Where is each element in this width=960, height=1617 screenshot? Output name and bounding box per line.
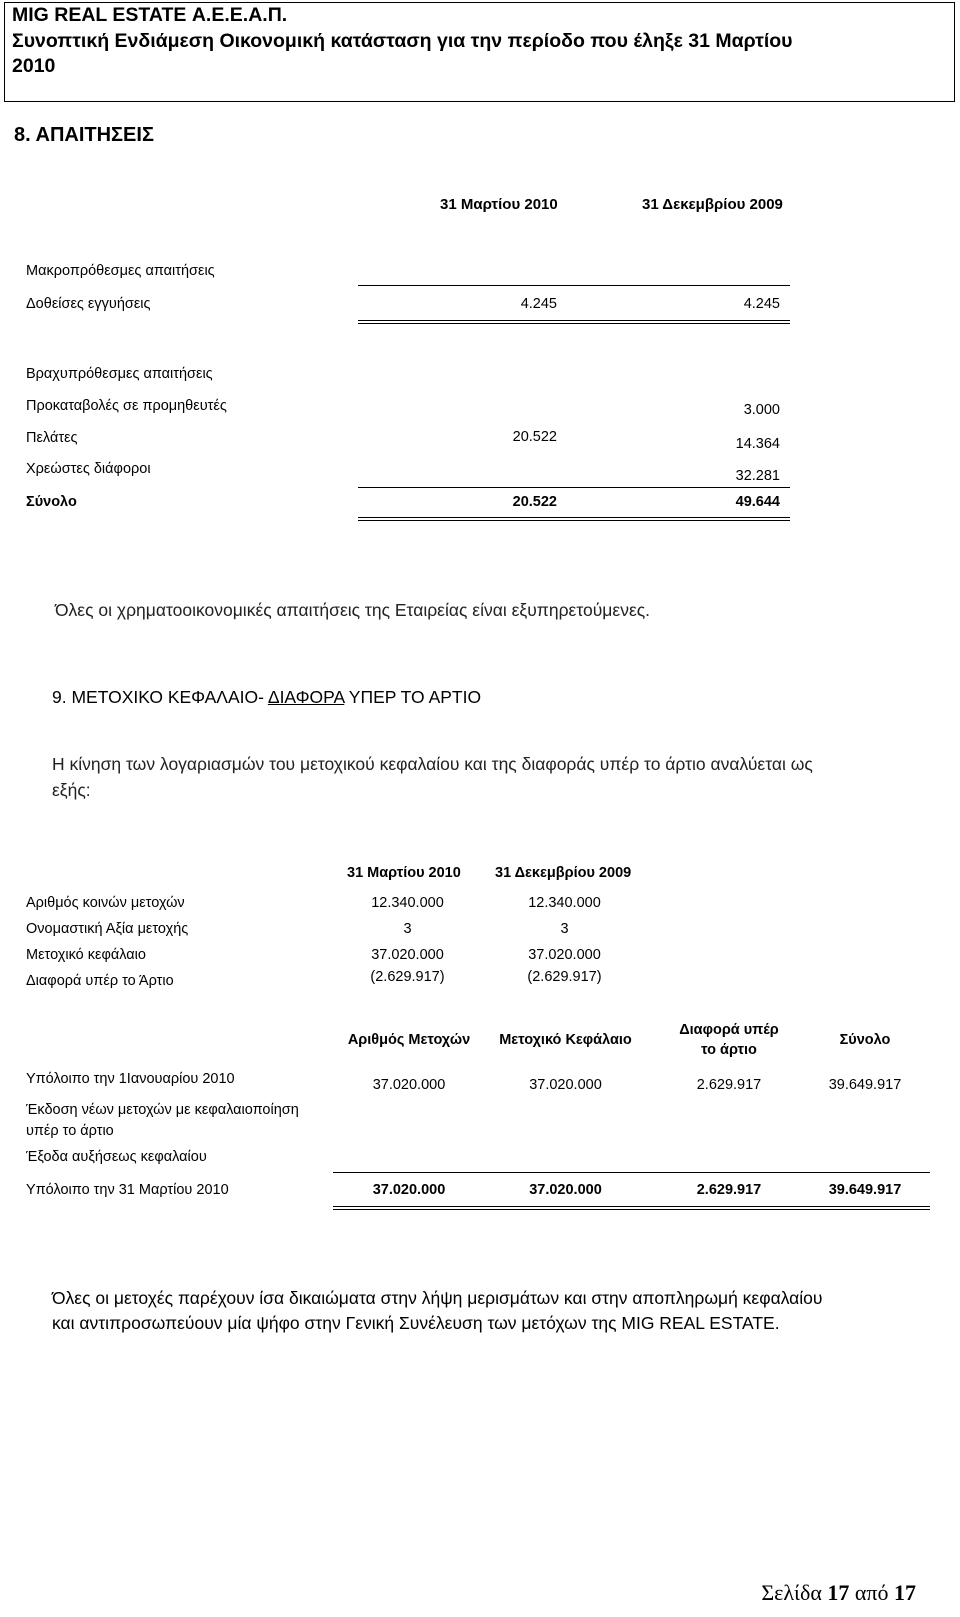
s8-total-v1: 20.522: [512, 494, 557, 510]
s9-intro-line1: Η κίνηση των λογαριασμών του μετοχικού κεφαλαίου και της διαφοράς υπέρ το άρτιο αναλύεται ως: [52, 754, 813, 774]
mv-issue-line1: Έκδοση νέων μετοχών με κεφαλαιοποίηση: [26, 1102, 299, 1118]
s9-heading-underlined: ΔΙΑΦΟΡΑ: [267, 687, 345, 707]
mv-expenses-label: Έξοδα αυξήσεως κεφαλαίου: [26, 1149, 207, 1165]
s8-total-v2: 49.644: [735, 494, 780, 510]
mv-closing-label: Υπόλοιπο την 31 Μαρτίου 2010: [26, 1182, 229, 1198]
customers-v1: 20.522: [512, 429, 557, 445]
shares-count-v2: 12.340.000: [528, 895, 601, 911]
shares-count-label: Αριθμός κοινών μετοχών: [26, 895, 185, 911]
advances-label: Προκαταβολές σε προμηθευτές: [26, 398, 227, 414]
section8-heading: 8. ΑΠΑΙΤΗΣΕΙΣ: [14, 124, 154, 146]
guarantees-v2: 4.245: [743, 296, 780, 312]
double-rule: [358, 517, 790, 521]
premium-v1: (2.629.917): [370, 969, 445, 985]
mv-opening-premium: 2.629.917: [696, 1077, 762, 1093]
s8-col2-header: 31 Δεκεμβρίου 2009: [642, 196, 783, 213]
shares-count-v1: 12.340.000: [371, 895, 444, 911]
page-total: 17: [894, 1580, 916, 1605]
rights-line2: και αντιπροσωπεύουν μία ψήφο στην Γενική Συνέλευση των μετόχων της MIG REAL ESTATE.: [52, 1313, 780, 1333]
s8-col1-header: 31 Μαρτίου 2010: [440, 196, 558, 213]
s9-col2-header: 31 Δεκεμβρίου 2009: [495, 865, 632, 881]
double-rule: [358, 320, 790, 324]
guarantees-label: Δοθείσες εγγυήσεις: [26, 296, 151, 312]
mv-opening-total: 39.649.917: [828, 1077, 902, 1093]
long-term-label: Μακροπρόθεσμες απαιτήσεις: [26, 263, 215, 279]
nominal-value-v1: 3: [403, 921, 412, 937]
mv-issue-line2: υπέρ το άρτιο: [26, 1123, 114, 1139]
rule: [358, 487, 790, 488]
debtors-v2: 32.281: [735, 468, 780, 484]
page-number: [761, 1580, 916, 1606]
report-title: Συνοπτική Ενδιάμεση Οικονομική κατάσταση για την περίοδο που έληξε 31 Μαρτίου: [12, 30, 793, 52]
premium-label: Διαφορά υπέρ το Άρτιο: [26, 973, 174, 989]
page-current: 17: [827, 1580, 850, 1605]
mv-opening-shares: 37.020.000: [372, 1077, 446, 1093]
page-mid: από: [849, 1580, 894, 1605]
mv-col-capital: Μετοχικό Κεφάλαιο: [499, 1032, 632, 1048]
s8-note: Όλες οι χρηματοοικονομικές απαιτήσεις της Εταιρείας είναι εξυπηρετούμενες.: [55, 600, 651, 620]
mv-closing-premium: 2.629.917: [696, 1182, 762, 1198]
mv-col-premium-line1: Διαφορά υπέρ: [679, 1022, 779, 1038]
mv-col-shares: Αριθμός Μετοχών: [347, 1032, 471, 1048]
nominal-value-label: Ονομαστική Αξία μετοχής: [26, 921, 189, 937]
premium-v2: (2.629.917): [527, 969, 602, 985]
share-capital-v2: 37.020.000: [528, 947, 601, 963]
double-rule: [333, 1206, 930, 1210]
s9-heading-suffix: ΥΠΕΡ ΤΟ ΑΡΤΙΟ: [344, 687, 482, 707]
s9-intro-line2: εξής:: [52, 780, 91, 800]
mv-closing-capital: 37.020.000: [529, 1182, 602, 1198]
section9-heading: [52, 687, 481, 708]
rule: [358, 285, 790, 286]
share-capital-label: Μετοχικό κεφάλαιο: [26, 947, 146, 963]
company-name: MIG REAL ESTATE Α.Ε.Ε.Α.Π.: [12, 4, 288, 26]
advances-v2: 3.000: [743, 402, 780, 418]
s9-col1-header: 31 Μαρτίου 2010: [347, 865, 461, 881]
share-capital-v1: 37.020.000: [371, 947, 444, 963]
customers-label: Πελάτες: [26, 430, 78, 446]
guarantees-v1: 4.245: [520, 296, 557, 312]
mv-closing-total: 39.649.917: [828, 1182, 902, 1198]
mv-closing-shares: 37.020.000: [372, 1182, 446, 1198]
mv-col-premium-line2: το άρτιο: [701, 1042, 757, 1058]
mv-opening-capital: 37.020.000: [529, 1077, 602, 1093]
customers-v2: 14.364: [735, 436, 780, 452]
rule: [333, 1172, 930, 1173]
mv-opening-label: Υπόλοιπο την 1Ιανουαρίου 2010: [26, 1071, 235, 1087]
s8-total-label: Σύνολο: [26, 494, 77, 510]
report-title-year: 2010: [12, 55, 56, 77]
s9-heading-prefix: 9. ΜΕΤΟΧΙΚΟ ΚΕΦΑΛΑΙΟ-: [52, 687, 268, 707]
debtors-label: Χρεώστες διάφοροι: [26, 461, 151, 477]
nominal-value-v2: 3: [560, 921, 569, 937]
page-prefix: Σελίδα: [761, 1580, 828, 1605]
mv-col-total: Σύνολο: [839, 1032, 891, 1048]
short-term-label: Βραχυπρόθεσμες απαιτήσεις: [26, 366, 213, 382]
rights-line1: Όλες οι μετοχές παρέχουν ίσα δικαιώματα στην λήψη μερισμάτων και στην αποπληρωμή κεφαλαίου: [52, 1288, 823, 1308]
